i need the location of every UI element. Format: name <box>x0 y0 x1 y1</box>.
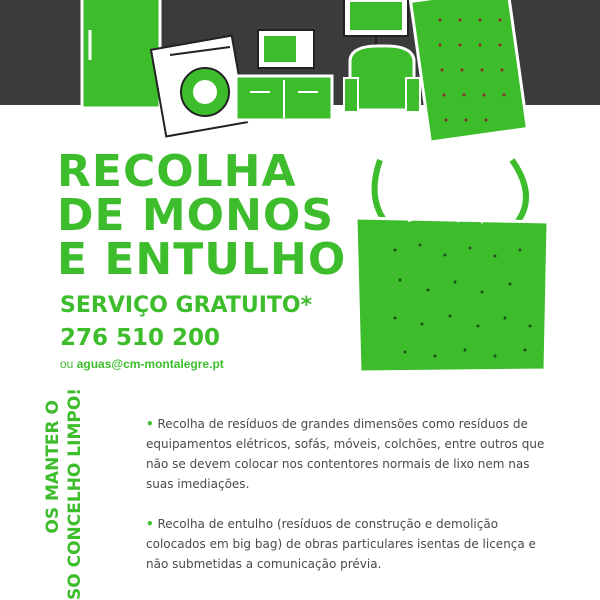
bullet-item <box>146 514 551 574</box>
title-line-1: RECOLHA <box>57 146 297 197</box>
page-title <box>57 146 347 285</box>
bullet-marker: • <box>146 517 154 531</box>
dark-header-band <box>0 0 600 105</box>
bullet-marker: • <box>146 417 154 431</box>
slogan-line-1: OS MANTER O <box>43 400 63 534</box>
title-line-2: DE MONOS <box>57 190 335 241</box>
vertical-slogan <box>42 387 86 600</box>
phone-number[interactable]: 276 510 200 <box>60 325 221 351</box>
slogan-line-2: SO CONCELHO LIMPO! <box>65 387 85 600</box>
service-label: SERVIÇO GRATUITO* <box>60 293 313 318</box>
bullet-text: Recolha de entulho (resíduos de construção e demolição colocados em big bag) de obras particulares isentas de licença e não submetidas a comunicação prévia. <box>146 517 536 571</box>
big-bag-icon <box>356 160 548 372</box>
bullet-text: Recolha de resíduos de grandes dimensões como resíduos de equipamentos elétricos, sofás, móveis, colchões, entre outros que não se devem colocar nos contentores normais de lixo nem nas suas imediações. <box>146 417 545 491</box>
bullet-list <box>146 414 551 594</box>
email-prefix: ou <box>60 357 74 371</box>
bullet-item <box>146 414 551 494</box>
email-line <box>60 357 224 371</box>
title-line-3: E ENTULHO <box>57 234 347 285</box>
email-link[interactable]: aguas@cm-montalegre.pt <box>76 357 224 371</box>
